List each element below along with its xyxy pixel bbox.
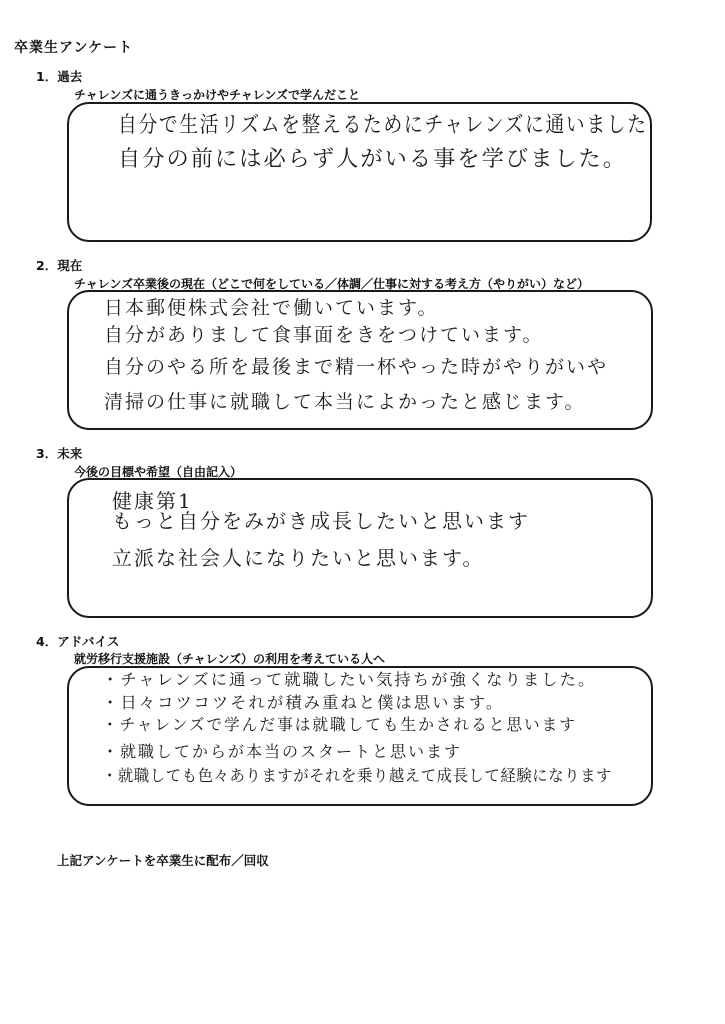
section-4-heading: 4．アドバイス <box>36 634 120 649</box>
section-3-answer-line: もっと自分をみがき成長したいと思います <box>112 509 530 533</box>
section-1-heading: 1．過去 <box>36 69 83 84</box>
section-3-heading: 3．未来 <box>36 446 83 461</box>
document-title: 卒業生アンケート <box>14 40 134 56</box>
section-2-heading: 2．現在 <box>36 258 83 273</box>
section-1-answer-line: 自分で生活リズムを整えるためにチャレンズに通いました <box>118 113 648 138</box>
footer-note: 上記アンケートを卒業生に配布／回収 <box>57 853 269 868</box>
section-1-answer-line: 自分の前には必らず人がいる事を学びました。 <box>118 147 628 172</box>
section-2-prompt: チャレンズ卒業後の現在（どこで何をしている／体調／仕事に対する考え方（やりがい）など） <box>74 277 589 291</box>
section-2-answer-line: 自分がありまして食事面をきをつけています。 <box>104 324 544 346</box>
section-1-prompt: チャレンズに通うきっかけやチャレンズで学んだこと <box>74 88 360 102</box>
section-4-answer-line: ・チャレンズに通って就職したい気持ちが強くなりました。 <box>102 670 597 689</box>
section-4-prompt: 就労移行支援施設（チャレンズ）の利用を考えている人へ <box>74 652 385 666</box>
section-3-prompt: 今後の目標や希望（自由記入） <box>74 465 243 479</box>
section-3-answer-line: 健康第1 <box>112 489 193 513</box>
section-4-answer-line: ・就職してからが本当のスタートと思います <box>102 742 463 761</box>
section-4-answer-line: ・日々コツコツそれが積み重ねと僕は思います。 <box>102 693 505 712</box>
section-4-answer-line: ・チャレンズで学んだ事は就職しても生かされると思います <box>102 715 577 734</box>
section-2-answer-line: 日本郵便株式会社で働いています。 <box>104 297 439 319</box>
section-2-answer-line: 清掃の仕事に就職して本当によかったと感じます。 <box>104 391 586 413</box>
section-3-answer-line: 立派な社会人になりたいと思います。 <box>112 546 485 570</box>
section-2-answer-line: 自分のやる所を最後まで精一杯やった時がやりがいや <box>104 356 609 378</box>
section-4-answer-line: ・就職しても色々ありますがそれを乗り越えて成長して経験になります <box>102 766 612 785</box>
